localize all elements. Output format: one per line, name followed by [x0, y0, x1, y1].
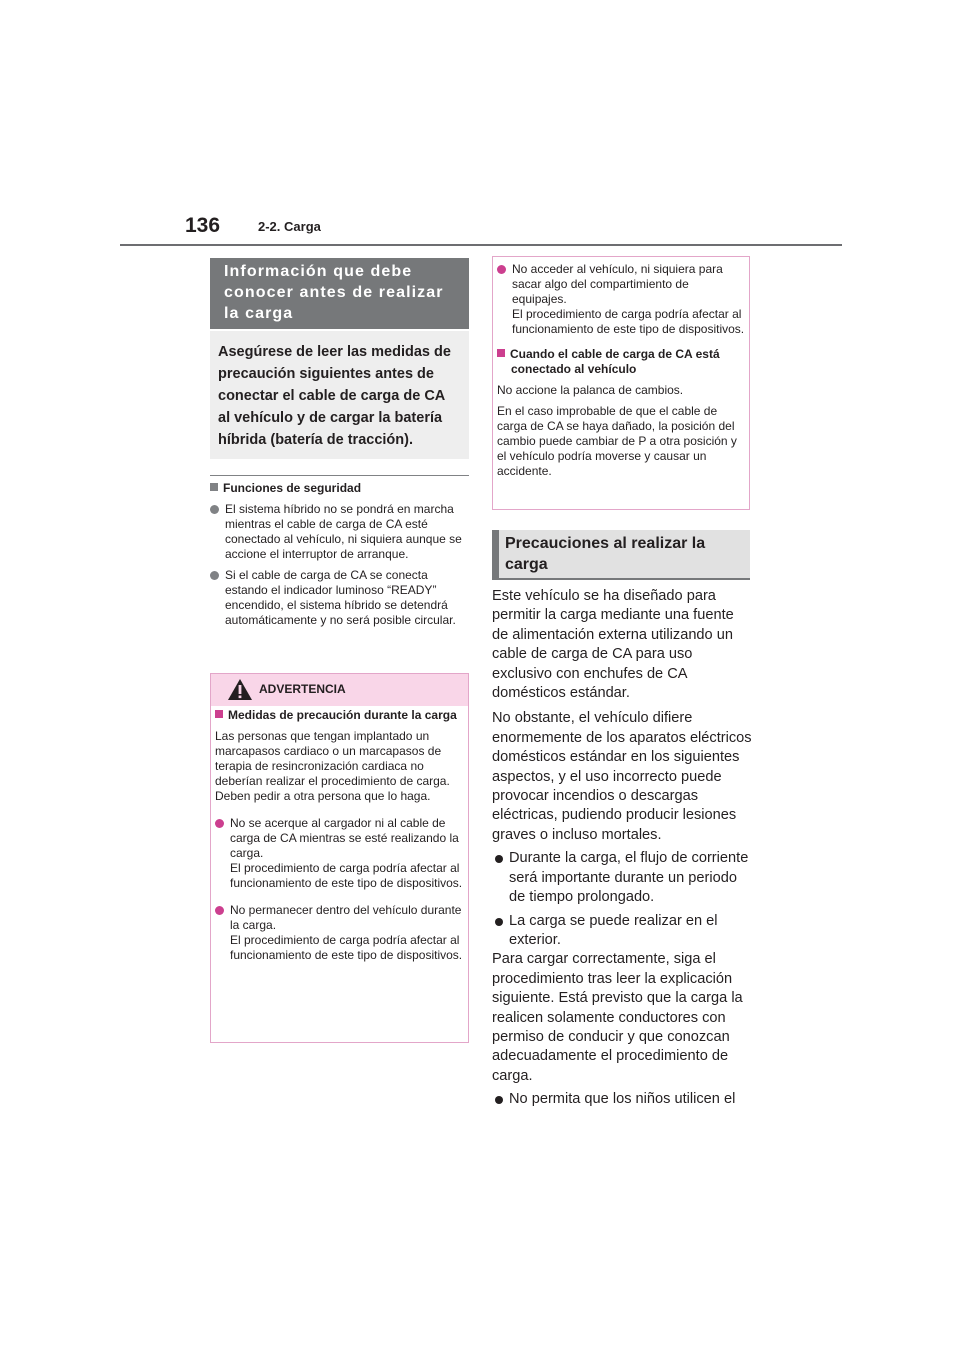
body-text: [492, 587, 752, 1110]
page-number: 136: [185, 214, 221, 237]
list-item: No se acerque al cargador ni al cable de carga de CA mientras se esté realizando la carga. El procedimiento de carga podría afectar al funcionamiento de este tipo de dispositivos.: [215, 816, 463, 891]
warning-heading: Cuando el cable de carga de CA está conectado al vehículo: [497, 347, 745, 377]
warning-box-continued: [492, 256, 750, 510]
paragraph: Este vehículo se ha diseñado para permitir la carga mediante una fuente de alimentación externa utilizando un cable de carga de CA para uso exclusivo con enchufes de CA domésticos estándar.: [492, 588, 734, 702]
paragraph: Para cargar correctamente, siga el procedimiento tras leer la explicación siguiente. Está previsto que la carga la realicen solamente conductores con permiso de conducir y que conozcan adecuadamente el procedimiento de carga.: [492, 951, 743, 1084]
square-bullet-icon: [497, 349, 505, 357]
list-item: No acceder al vehículo, ni siquiera para sacar algo del compartimiento de equipajes. El procedimiento de carga podría afectar al funcionamiento de este tipo de dispositivos.: [497, 262, 745, 337]
list-item: Durante la carga, el flujo de corriente será importante durante un periodo de tiempo prolongado.: [492, 849, 752, 907]
circle-bullet-icon: [215, 906, 224, 915]
safety-section: [210, 481, 469, 628]
circle-bullet-icon: [210, 571, 219, 580]
section-title-box: Información que debe conocer antes de realizar la carga: [210, 258, 469, 329]
warning-triangle-icon: [227, 678, 253, 701]
warning-title: ADVERTENCIA: [259, 682, 346, 696]
list-item: Si el cable de carga de CA se conecta estando el indicador luminoso “READY” encendido, el sistema híbrido se detendrá automáticamente y no será posible circular.: [210, 568, 469, 628]
warning-box: [210, 673, 469, 1043]
safety-heading: Funciones de seguridad: [210, 481, 469, 496]
warning-body: [497, 257, 745, 479]
section-reference: 2-2. Carga: [258, 219, 321, 234]
section-title-box: Precauciones al realizar la carga: [492, 530, 750, 579]
warning-text: En el caso improbable de que el cable de carga de CA se haya dañado, la posición del cambio puede cambiar de P a otra posición y el vehículo podría moverse y causar un accidente.: [497, 404, 737, 478]
list-item: No permanecer dentro del vehículo durante la carga. El procedimiento de carga podría afectar al funcionamiento de este tipo de dispositivos.: [215, 903, 463, 963]
warning-body: [215, 708, 463, 963]
header-rule: [120, 244, 842, 246]
square-bullet-icon: [215, 710, 223, 718]
paragraph: No obstante, el vehículo difiere enormemente de los aparatos eléctricos domésticos estándar en los siguientes aspectos, y el uso incorrecto puede provocar incendios o descargas eléctricas, pudiendo producir lesiones graves o incluso mortales.: [492, 710, 752, 843]
list-item: La carga se puede realizar en el exterior.: [492, 912, 752, 951]
circle-bullet-icon: [497, 265, 506, 274]
warning-text: No accione la palanca de cambios.: [497, 383, 684, 397]
warning-header: [211, 674, 468, 706]
square-bullet-icon: [210, 483, 218, 491]
circle-bullet-icon: [215, 819, 224, 828]
warning-heading: Medidas de precaución durante la carga: [215, 708, 463, 723]
list-item: El sistema híbrido no se pondrá en marcha mientras el cable de carga de CA esté conectado al vehículo, ni siquiera aunque se accione el interruptor de arranque.: [210, 502, 469, 562]
intro-box: Asegúrese de leer las medidas de precaución siguientes antes de conectar el cable de carga de CA al vehículo y de cargar la batería híbrida (batería de tracción).: [210, 331, 469, 459]
warning-text: Las personas que tengan implantado un marcapasos cardiaco o un marcapasos de terapia de resincronización cardiaca no deberían realizar el procedimiento de carga. Deben pedir a otra persona que lo haga.: [215, 729, 450, 803]
circle-bullet-icon: [210, 505, 219, 514]
list-item: No permita que los niños utilicen el: [492, 1090, 752, 1109]
divider: [210, 475, 469, 476]
title-rule: [492, 578, 750, 580]
